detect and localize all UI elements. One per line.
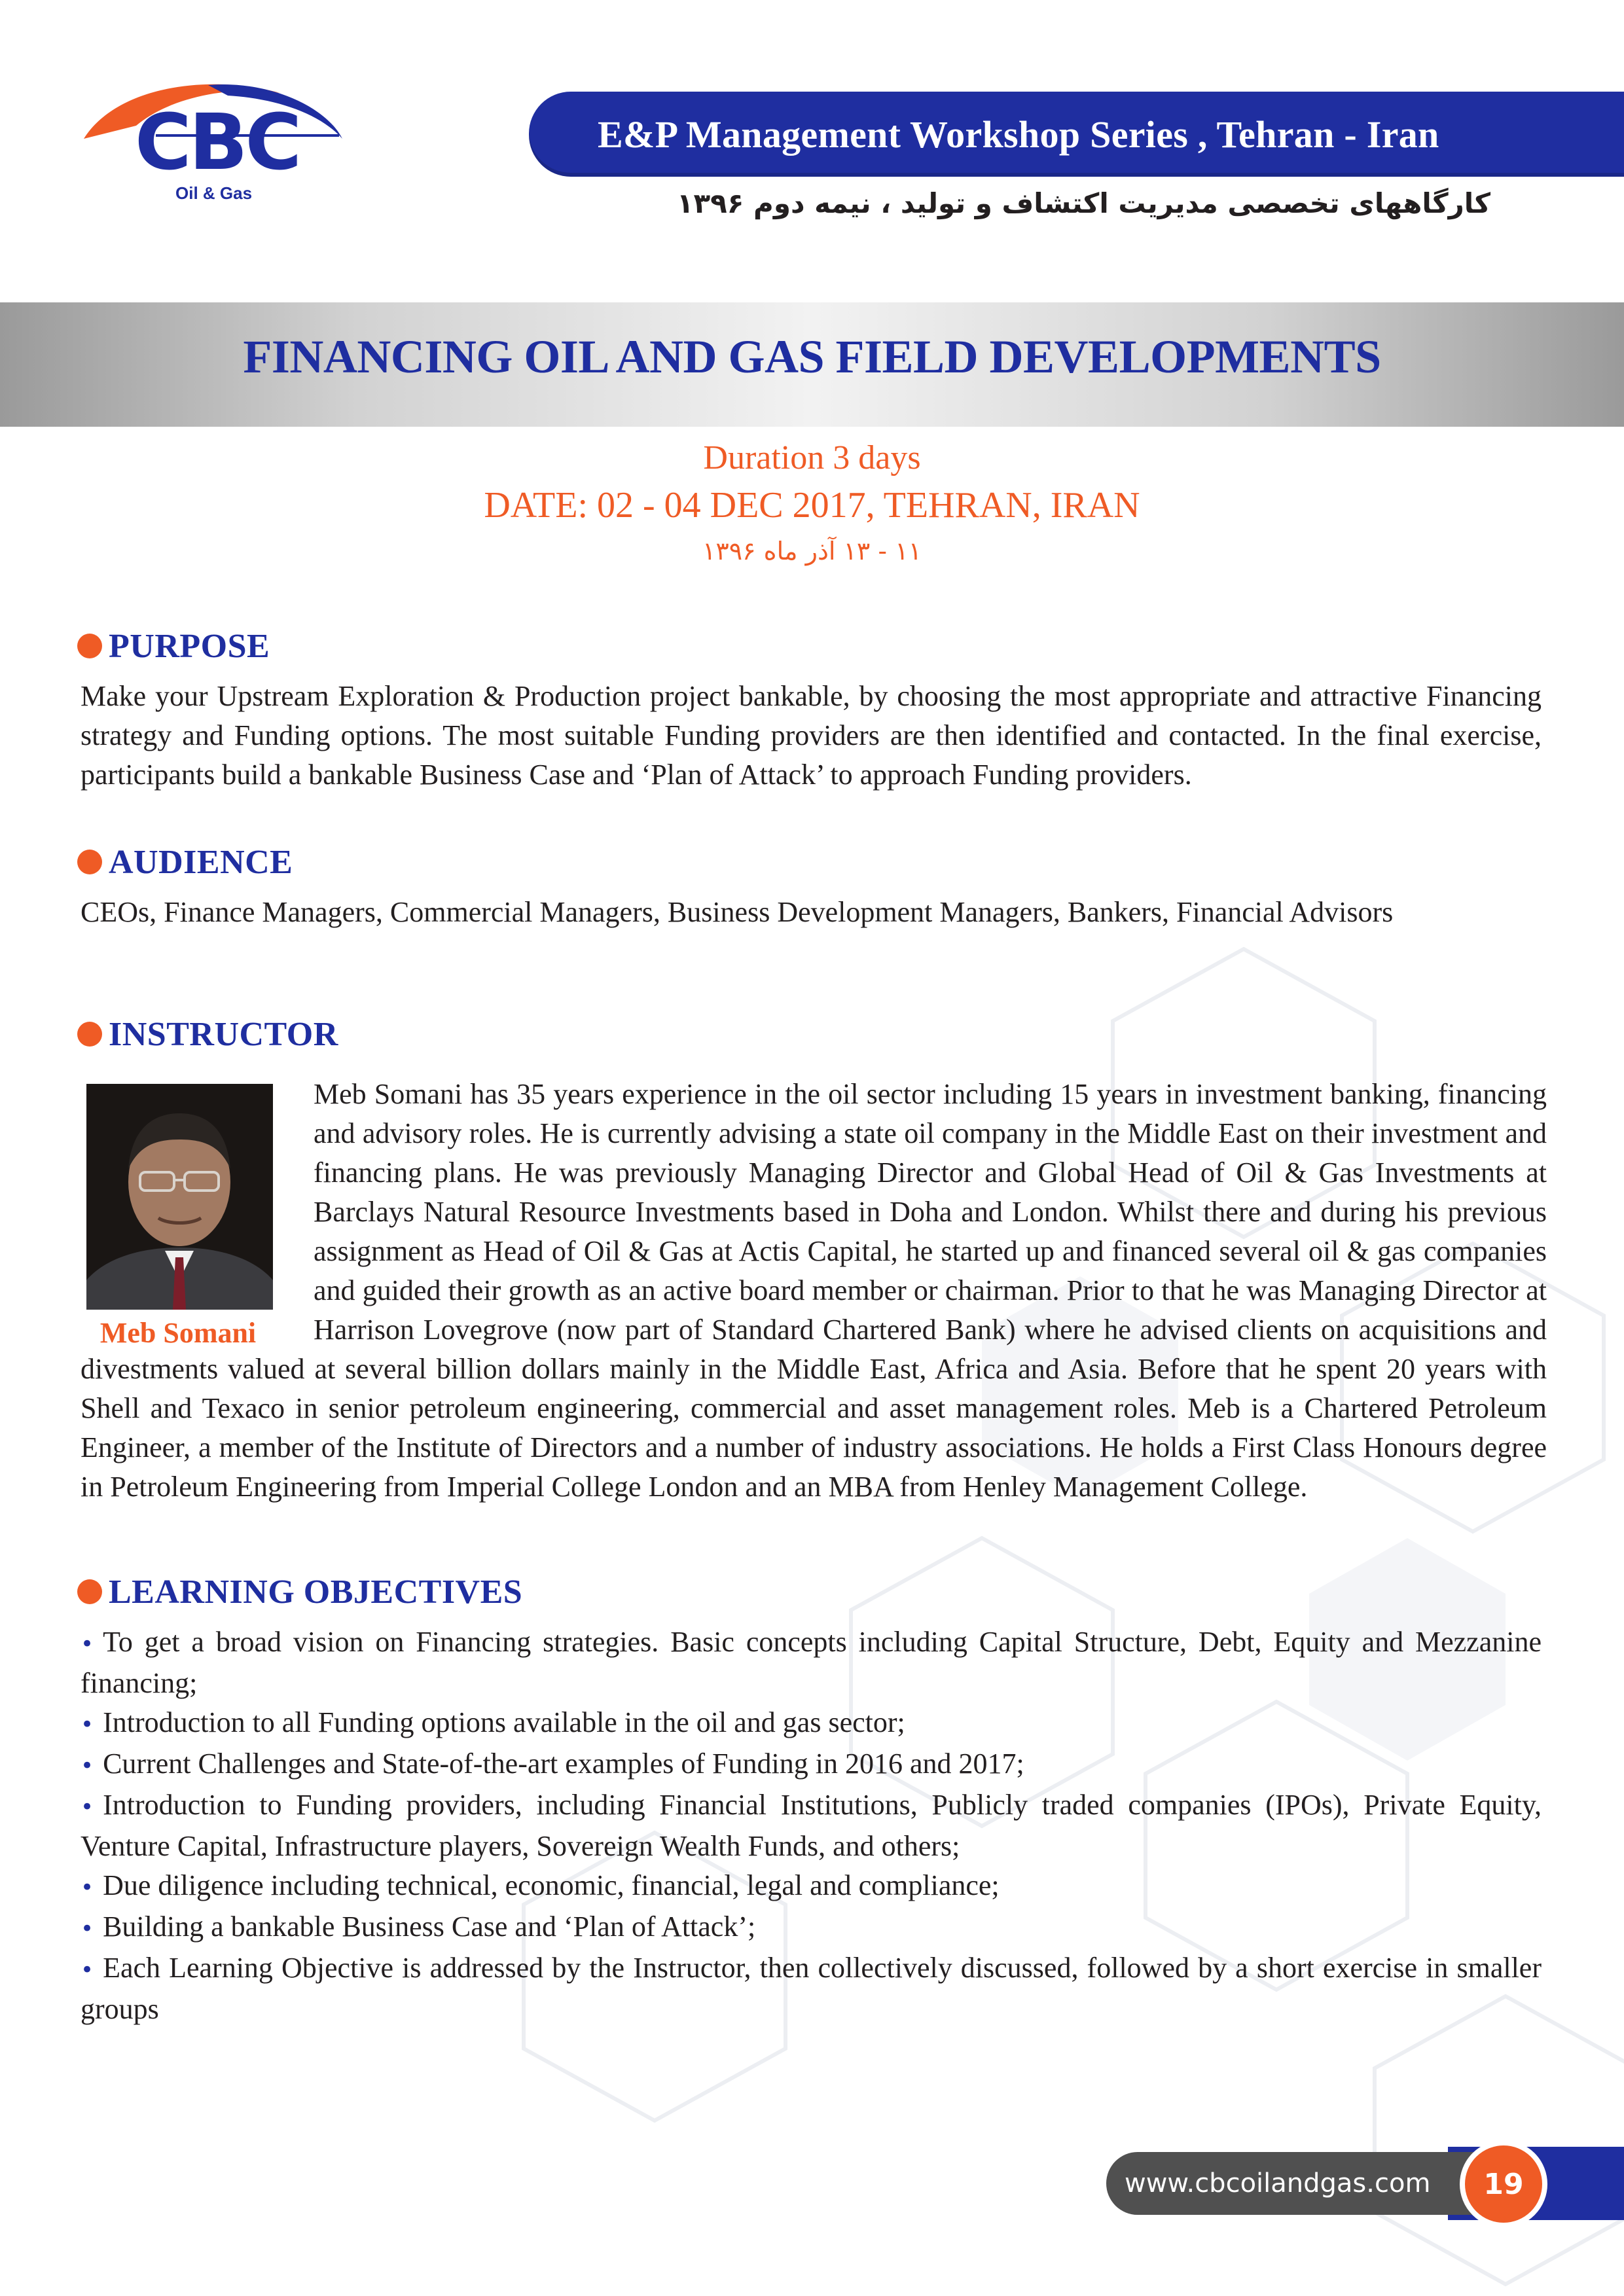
instructor-bio-text: Meb Somani has 35 years experience in the oil sector including 15 years in investment banking, financing and advisory roles. He is currently advising a state oil company in the Middle East on their investment and financing plans. He was previously Managing Director and Global Head of Oil & Gas Investments at Barclays Natural Resource Investments based in Doha and London. Whilst there and during his previous assignment as Head of Oil & Gas at Actis Capital, he started up and financed several oil & gas companies and guided their growth as an active board member or chairman. Prior to that he was Managing Director at Harrison Lovegrove (now part of Standard Chartered Bank) where he advised clients on acquisitions and divestments valued at several billion dollars mainly in the Middle East, Africa and Asia. Before that he spent 20 years with Shell and Texaco in senior petroleum engineering, commercial and asset management roles. Meb is a Chartered Petroleum Engineer, a member of the Institute of Directors and a number of industry associations. He holds a First Class Honours degree in Petroleum Engineering from Imperial College London and an MBA from Henley Management College. bbox=[81, 1078, 1547, 1503]
list-item-text: Current Challenges and State-of-the-art examples of Funding in 2016 and 2017; bbox=[103, 1748, 1024, 1780]
instructor-name: Meb Somani bbox=[99, 1317, 257, 1349]
bullet-icon: • bbox=[81, 1874, 94, 1901]
logo-text: CBC bbox=[135, 97, 300, 187]
audience-text: CEOs, Finance Managers, Commercial Managers, Business Development Managers, Bankers, Financial Advisors bbox=[81, 896, 1394, 928]
bullet-icon: • bbox=[81, 1631, 94, 1657]
audience-heading bbox=[77, 839, 293, 885]
course-persian-date: ۱۱ - ۱۳ آذر ماه ۱۳۹۶ bbox=[702, 537, 922, 565]
list-item bbox=[81, 1907, 1542, 1948]
instructor-title: INSTRUCTOR bbox=[109, 1015, 338, 1053]
list-item bbox=[81, 1785, 1542, 1866]
bullet-icon: • bbox=[81, 1794, 94, 1820]
instructor-heading bbox=[77, 1011, 338, 1057]
orange-bullet-icon bbox=[77, 1022, 102, 1047]
purpose-heading bbox=[77, 623, 270, 669]
instructor-bio bbox=[81, 1075, 1547, 1507]
objectives-title: LEARNING OBJECTIVES bbox=[109, 1573, 523, 1611]
orange-bullet-icon bbox=[77, 634, 102, 658]
list-item-text: Introduction to all Funding options available in the oil and gas sector; bbox=[103, 1706, 905, 1738]
list-item bbox=[81, 1744, 1542, 1785]
portrait-icon bbox=[86, 1084, 273, 1310]
list-item bbox=[81, 1703, 1542, 1744]
course-date: DATE: 02 - 04 DEC 2017, TEHRAN, IRAN bbox=[484, 485, 1140, 526]
page-number: 19 bbox=[1483, 2167, 1524, 2201]
list-item bbox=[81, 1623, 1542, 1703]
bullet-icon: • bbox=[81, 1712, 94, 1738]
logo-subtext: Oil & Gas bbox=[175, 183, 253, 203]
list-item bbox=[81, 1948, 1542, 2029]
objectives-list bbox=[81, 1623, 1542, 2029]
purpose-text: Make your Upstream Exploration & Production project bankable, by choosing the most appropriate and attractive Financing strategy and Funding options. The most suitable Funding providers are then identified and contacted. In the final exercise, participants build a bankable Business Case and ‘Plan of Attack’ to approach Funding providers. bbox=[81, 680, 1542, 791]
list-item-text: To get a broad vision on Financing strategies. Basic concepts including Capital Structure, Debt, Equity and Mezzanine financing; bbox=[81, 1626, 1542, 1699]
cbc-logo bbox=[77, 73, 352, 204]
bullet-icon: • bbox=[81, 1957, 94, 1983]
orange-bullet-icon bbox=[77, 1579, 102, 1604]
orange-bullet-icon bbox=[77, 850, 102, 874]
course-title: FINANCING OIL AND GAS FIELD DEVELOPMENTS bbox=[243, 331, 1381, 383]
audience-title: AUDIENCE bbox=[109, 843, 293, 881]
title-band bbox=[0, 302, 1624, 427]
footer-url-box[interactable] bbox=[1106, 2152, 1512, 2215]
list-item-text: Due diligence including technical, economic, financial, legal and compliance; bbox=[103, 1869, 1000, 1901]
website-link[interactable]: www.cbcoilandgas.com bbox=[1125, 2168, 1431, 2198]
instructor-photo bbox=[86, 1084, 273, 1310]
list-item bbox=[81, 1866, 1542, 1907]
persian-subtitle: کارگاههای تخصصی مدیریت اکتشاف و تولید ، نیمه دوم ۱۳۹۶ bbox=[676, 187, 1490, 219]
series-title: E&P Management Workshop Series , Tehran - Iran bbox=[598, 113, 1439, 156]
page-number-badge bbox=[1460, 2140, 1547, 2228]
list-item-text: Introduction to Funding providers, including Financial Institutions, Publicly traded companies (IPOs), Private Equity, Venture Capital, Infrastructure players, Sovereign Wealth Funds, and others; bbox=[81, 1789, 1542, 1862]
objectives-heading bbox=[77, 1569, 522, 1615]
purpose-title: PURPOSE bbox=[109, 627, 270, 665]
header-bar bbox=[529, 92, 1624, 177]
list-item-text: Building a bankable Business Case and ‘Plan of Attack’; bbox=[103, 1910, 756, 1943]
bullet-icon: • bbox=[81, 1753, 94, 1779]
list-item-text: Each Learning Objective is addressed by the Instructor, then collectively discussed, followed by a short exercise in smaller groups bbox=[81, 1952, 1542, 2025]
bullet-icon: • bbox=[81, 1916, 94, 1942]
course-duration: Duration 3 days bbox=[703, 439, 921, 476]
